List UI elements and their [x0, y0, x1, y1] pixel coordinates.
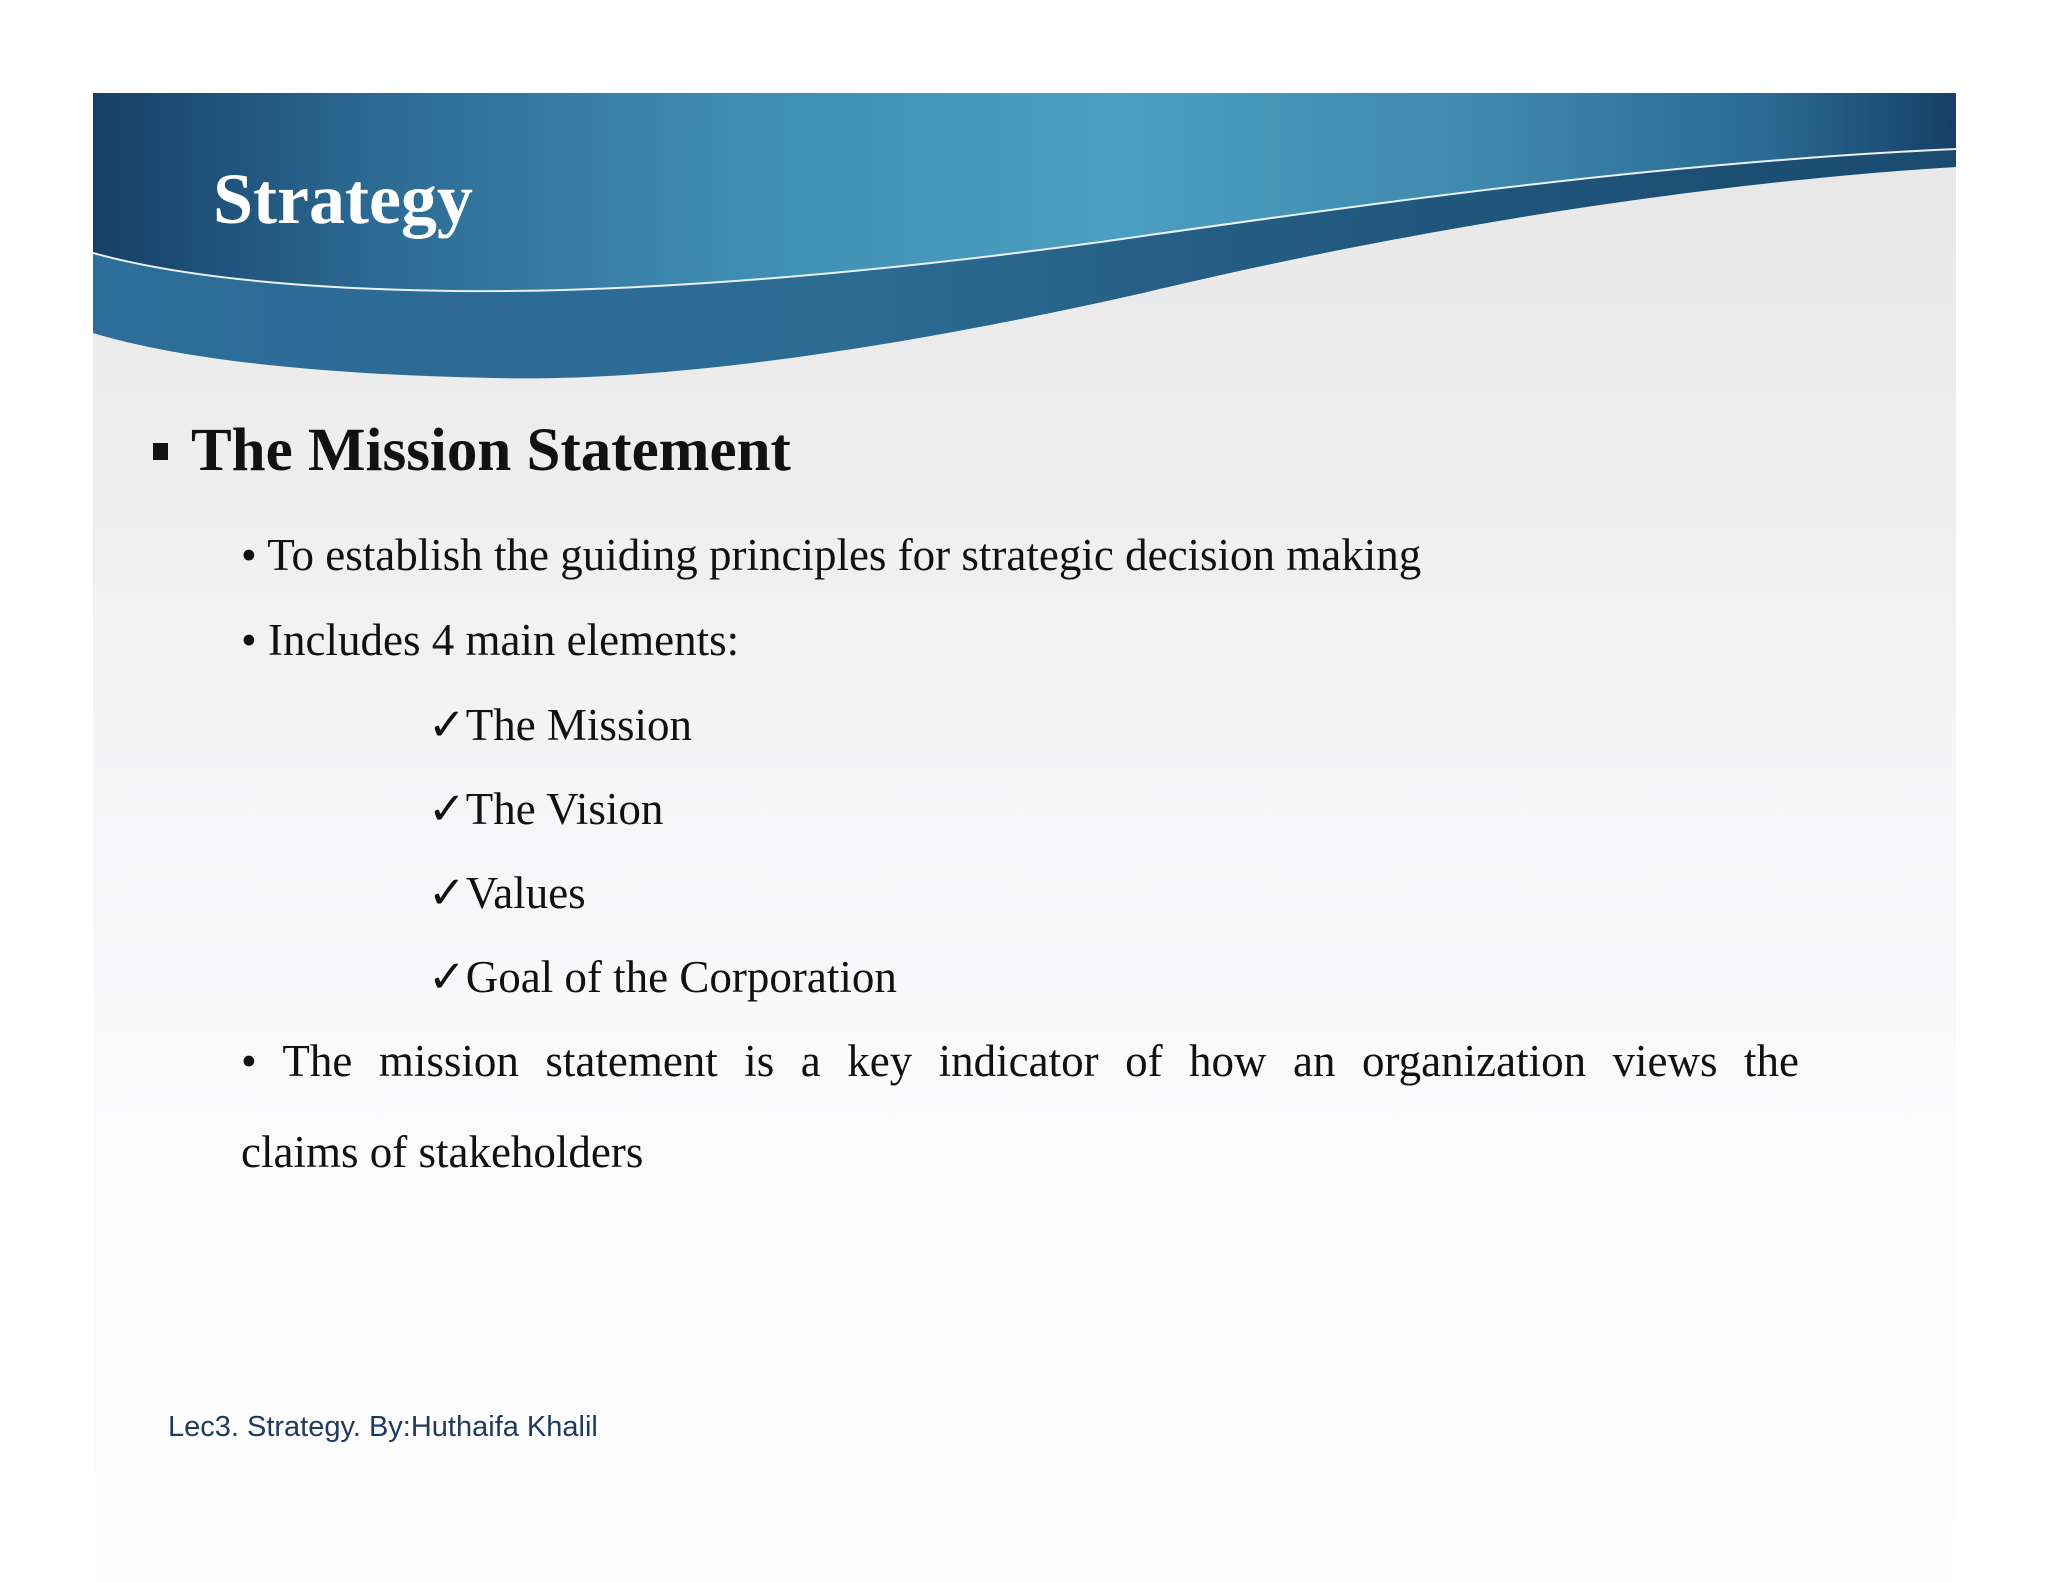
checklist-item: ✓The Vision: [428, 784, 664, 834]
checklist-item: ✓The Mission: [428, 700, 692, 750]
bullet-item: • Includes 4 main elements:: [241, 615, 740, 665]
bullet-item-continuation: claims of stakeholders: [241, 1127, 644, 1177]
checklist-item: ✓Goal of the Corporation: [428, 952, 897, 1002]
bullet-item: • The mission statement is a key indicator of how an organization views the: [241, 1036, 1799, 1086]
slide: [93, 93, 1956, 1582]
header-wave-banner: [93, 93, 1956, 393]
section-heading: The Mission Statement: [191, 417, 791, 484]
checklist-item: ✓Values: [428, 868, 586, 918]
slide-footer: Lec3. Strategy. By:Huthaifa Khalil: [168, 1411, 598, 1443]
slide-title: Strategy: [213, 159, 473, 239]
square-bullet-icon: [153, 443, 168, 460]
bullet-item: • To establish the guiding principles for strategic decision making: [241, 530, 1422, 580]
